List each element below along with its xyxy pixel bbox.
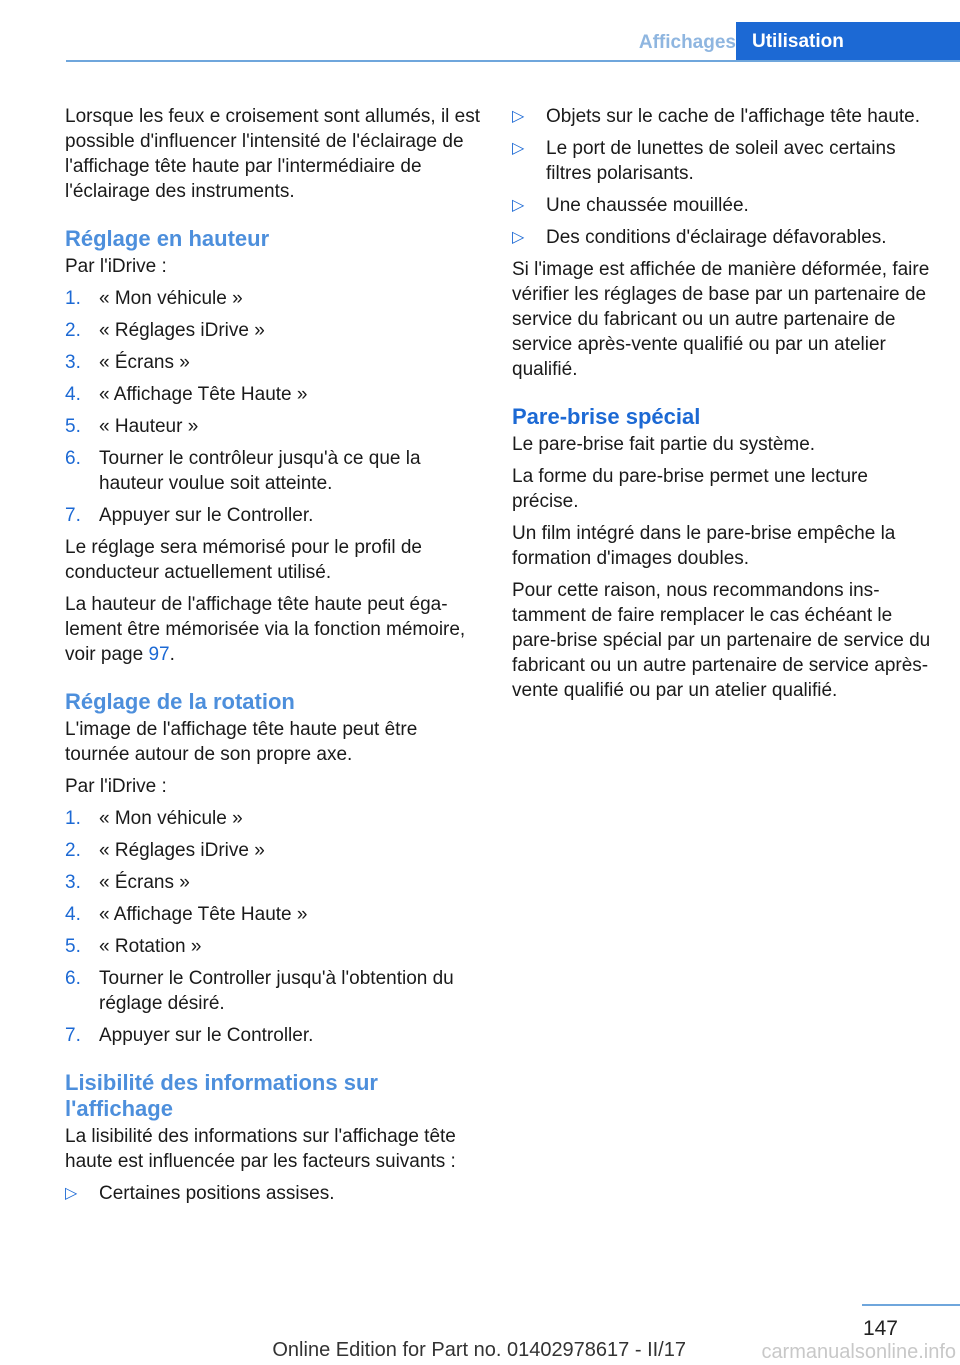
list-item xyxy=(65,318,483,343)
list-item xyxy=(65,350,483,375)
list-item xyxy=(65,966,483,1016)
deform-note: Si l'image est affichée de manière déformée, faire vérifier les réglages de base par un partenaire de service du fabricant ou un autre partenaire de service après-vente qualifié ou par un atelier qualifié. xyxy=(512,259,930,380)
step-number: 4. xyxy=(65,384,81,405)
page-number: 147 xyxy=(862,1317,898,1340)
list-item xyxy=(65,1181,483,1206)
step-number: 6. xyxy=(65,448,81,469)
height-note-profile: Le réglage sera mémorisé pour le profil de conducteur actuellement utilisé. xyxy=(65,537,422,583)
step-text: Appuyer sur le Controller. xyxy=(99,505,314,526)
step-text: « Mon véhicule » xyxy=(99,288,243,309)
factor-text: Une chaussée mouillée. xyxy=(546,195,749,216)
height-note-end: . xyxy=(169,644,175,665)
factor-text: Certaines positions assises. xyxy=(99,1183,335,1204)
list-item xyxy=(65,838,483,863)
rotation-heading: Réglage de la rotation xyxy=(65,689,295,714)
rotation-idrive-label: Par l'iDrive : xyxy=(65,776,167,797)
triangle-right-icon: ▷ xyxy=(512,197,525,214)
page-header xyxy=(66,22,960,62)
windshield-p4: Pour cette raison, nous recommandons instamment de faire remplacer le cas échéant le pare-brise spécial par un partenaire de service du fabricant ou un autre partenaire de service après-vente qualifié ou par un atelier qualifié. xyxy=(512,580,931,701)
list-item xyxy=(65,870,483,895)
step-text: Appuyer sur le Controller. xyxy=(99,1025,314,1046)
step-text: « Affichage Tête Haute » xyxy=(99,384,308,405)
windshield-heading: Pare-brise spécial xyxy=(512,404,701,429)
page-link[interactable]: 97 xyxy=(148,644,170,665)
factor-text: Objets sur le cache de l'affichage tête haute. xyxy=(546,106,921,127)
right-column xyxy=(512,104,932,710)
list-item xyxy=(65,286,483,311)
step-number: 6. xyxy=(65,968,81,989)
list-item xyxy=(512,193,932,218)
step-number: 7. xyxy=(65,1025,81,1046)
step-text: « Rotation » xyxy=(99,936,202,957)
legibility-factors xyxy=(65,1181,483,1206)
height-heading: Réglage en hauteur xyxy=(65,226,270,251)
chapter-tab[interactable]: Utilisation xyxy=(736,22,960,62)
step-text: « Affichage Tête Haute » xyxy=(99,904,308,925)
list-item xyxy=(512,136,932,186)
factor-text: Le port de lunettes de soleil avec certains filtres polarisants. xyxy=(546,138,896,184)
height-idrive-label: Par l'iDrive : xyxy=(65,256,167,277)
edition-line: Online Edition for Part no. 01402978617 - II/17 xyxy=(272,1339,686,1361)
step-text: « Réglages iDrive » xyxy=(99,320,265,341)
list-item xyxy=(65,414,483,439)
windshield-p2: La forme du pare-brise permet une lecture précise. xyxy=(512,466,868,512)
step-number: 5. xyxy=(65,936,81,957)
footer-rule xyxy=(862,1304,960,1306)
windshield-p3: Un film intégré dans le pare-brise empêche la formation d'images doubles. xyxy=(512,523,896,569)
step-text: Tourner le contrôleur jusqu'à ce que la hauteur voulue soit atteinte. xyxy=(99,448,421,494)
header-rule xyxy=(66,60,960,62)
step-text: Tourner le Controller jusqu'à l'obtention du réglage désiré. xyxy=(99,968,454,1014)
section-tab[interactable]: Affichages xyxy=(638,32,736,53)
windshield-p1: Le pare-brise fait partie du système. xyxy=(512,434,816,455)
step-number: 1. xyxy=(65,288,81,309)
triangle-right-icon: ▷ xyxy=(512,140,525,157)
list-item xyxy=(65,934,483,959)
list-item xyxy=(512,225,932,250)
step-text: « Réglages iDrive » xyxy=(99,840,265,861)
height-steps xyxy=(65,286,483,528)
height-note-text: La hauteur de l'affichage tête haute peut également être mémorisée via la fonction mémoire, voir page xyxy=(65,594,466,665)
step-number: 5. xyxy=(65,416,81,437)
intro-paragraph: Lorsque les feux e croisement sont allumés, il est possible d'influencer l'intensité de l'éclairage de l'affichage tête haute par l'intermédiaire de l'éclairage des instruments. xyxy=(65,106,481,202)
left-column xyxy=(65,104,483,1213)
step-number: 7. xyxy=(65,505,81,526)
list-item xyxy=(512,104,932,129)
step-text: « Mon véhicule » xyxy=(99,808,243,829)
step-number: 4. xyxy=(65,904,81,925)
list-item xyxy=(65,446,483,496)
factor-text: Des conditions d'éclairage défavorables. xyxy=(546,227,887,248)
triangle-right-icon: ▷ xyxy=(512,229,525,246)
step-number: 3. xyxy=(65,352,81,373)
list-item xyxy=(65,1023,483,1048)
list-item xyxy=(65,902,483,927)
watermark: carmanualsonline.info xyxy=(761,1341,956,1363)
legibility-heading: Lisibilité des informations sur l'affichage xyxy=(65,1070,378,1121)
rotation-intro: L'image de l'affichage tête haute peut être tournée autour de son propre axe. xyxy=(65,719,418,765)
step-number: 1. xyxy=(65,808,81,829)
triangle-right-icon: ▷ xyxy=(512,108,525,125)
step-text: « Écrans » xyxy=(99,872,190,893)
list-item xyxy=(65,382,483,407)
step-number: 3. xyxy=(65,872,81,893)
step-text: « Hauteur » xyxy=(99,416,199,437)
height-note-memory xyxy=(65,592,483,667)
rotation-steps xyxy=(65,806,483,1048)
list-item xyxy=(65,806,483,831)
step-number: 2. xyxy=(65,840,81,861)
legibility-intro: La lisibilité des informations sur l'affichage tête haute est influencée par les facteurs suivants : xyxy=(65,1126,456,1172)
triangle-right-icon: ▷ xyxy=(65,1185,78,1202)
list-item xyxy=(65,503,483,528)
step-number: 2. xyxy=(65,320,81,341)
step-text: « Écrans » xyxy=(99,352,190,373)
legibility-factors-cont xyxy=(512,104,932,250)
